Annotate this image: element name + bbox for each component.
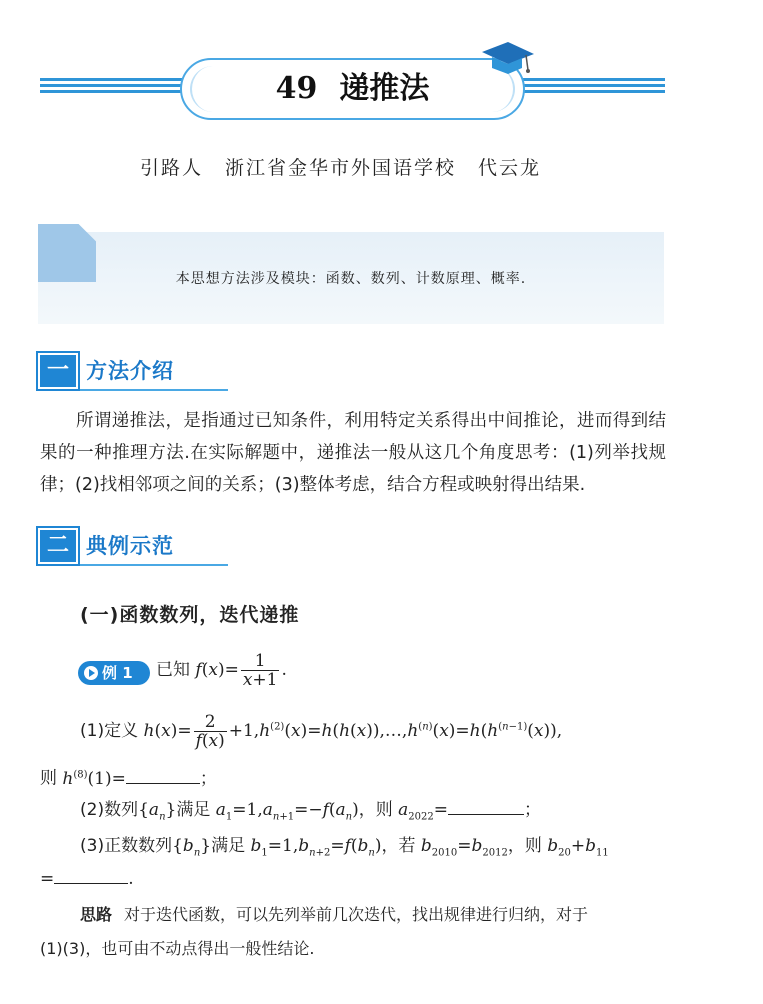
author-line xyxy=(140,153,563,180)
q2-then: ，则 xyxy=(358,800,393,820)
method-paragraph: 所谓递推法，是指通过已知条件，利用特定关系得出中间推论，进而得到结果的一种推理方法.在实际解题中，递推法一般从这几个角度思考：(1)列举找规律；(2)找相邻项之间的关系；(3)整体考虑，结合方程或映射得出结果. xyxy=(40,411,666,495)
q3-seq: $\{b_n\}$ xyxy=(172,836,212,859)
section-underline-1 xyxy=(80,389,228,391)
q1-prefix: (1)定义 xyxy=(80,721,139,741)
module-text: 本思想方法涉及模块：函数、数列、计数原理、概率. xyxy=(175,271,527,287)
section-title-2: 典例示范 xyxy=(86,534,174,558)
answer-blank-1[interactable] xyxy=(126,769,200,784)
author-school: 浙江省金华市外国语学校 xyxy=(225,157,457,179)
section-number-1: 一 xyxy=(40,355,76,387)
q3-if: ，若 xyxy=(381,836,416,856)
example-badge-label: 例 1 xyxy=(102,664,133,682)
q1-formula: h(x)= $\frac{2}{f(x)}$ $+1,h^{(2)}(x)=h(h(x)),\dots,h^{(n)}(x)=h(h^{(n-1)}(x))$, xyxy=(143,712,563,751)
q3-condition: $b_{2010}=b_{2012}$ xyxy=(420,836,508,859)
q1-cont-formula: $h^{(8)}(1)=$ ； xyxy=(62,768,217,789)
given-formula: f(x)= $\frac{1}{x+1}$ . xyxy=(195,651,287,690)
q1-cont-prefix: 则 xyxy=(40,768,57,789)
q2-prefix: (2)数列 xyxy=(80,800,139,820)
play-icon xyxy=(84,666,98,680)
answer-blank-2[interactable] xyxy=(448,800,524,815)
chapter-name: 递推法 xyxy=(339,71,430,106)
hint-line-2: (1)(3)，也可由不动点得出一般性结论. xyxy=(40,939,315,958)
given-prefix: 已知 xyxy=(156,660,190,680)
chapter-number: 49 xyxy=(275,71,318,106)
example-badge xyxy=(78,661,150,685)
title-stripes-left xyxy=(40,78,190,98)
q3-formula: $b_1=1,b_{n+2}=f(b_n)$ xyxy=(250,836,382,859)
q2-target: $a_{2022}=$ ； xyxy=(398,800,541,823)
question-3-continued: = . xyxy=(40,869,134,889)
section-title-1: 方法介绍 xyxy=(86,359,174,383)
title-stripes-right xyxy=(520,78,665,98)
author-name: 代云龙 xyxy=(478,157,542,179)
hint-line-1 xyxy=(80,902,588,928)
section-underline-2 xyxy=(80,564,228,566)
answer-blank-3[interactable] xyxy=(54,869,128,884)
q3-prefix: (3)正数数列 xyxy=(80,836,173,856)
section-number-2: 二 xyxy=(40,530,76,562)
question-3 xyxy=(80,833,609,866)
graduation-cap-icon xyxy=(478,38,536,78)
hint-title: 思路 xyxy=(80,905,113,924)
chapter-title xyxy=(180,66,525,112)
question-2 xyxy=(80,797,541,830)
example-given xyxy=(156,652,287,689)
author-role: 引路人 xyxy=(140,157,204,179)
q2-mid: 满足 xyxy=(176,800,211,820)
hint-text-1: 对于迭代函数，可以先列举前几次迭代，找出规律进行归纳，对于 xyxy=(124,905,589,924)
q3-then: ，则 xyxy=(507,836,542,856)
section-heading-2 xyxy=(40,530,190,562)
q3-mid: 满足 xyxy=(211,836,246,856)
question-1 xyxy=(80,713,562,750)
subheading: (一)函数数列，迭代递推 xyxy=(80,604,300,626)
section-heading-1 xyxy=(40,355,190,387)
q3-target: $b_{20}+b_{11}$ xyxy=(547,836,609,859)
question-1-continued xyxy=(40,762,217,792)
q2-formula: $a_1=1,a_{n+1}=-f(a_n)$ xyxy=(215,800,359,823)
q2-seq: $\{a_n\}$ xyxy=(138,800,177,823)
